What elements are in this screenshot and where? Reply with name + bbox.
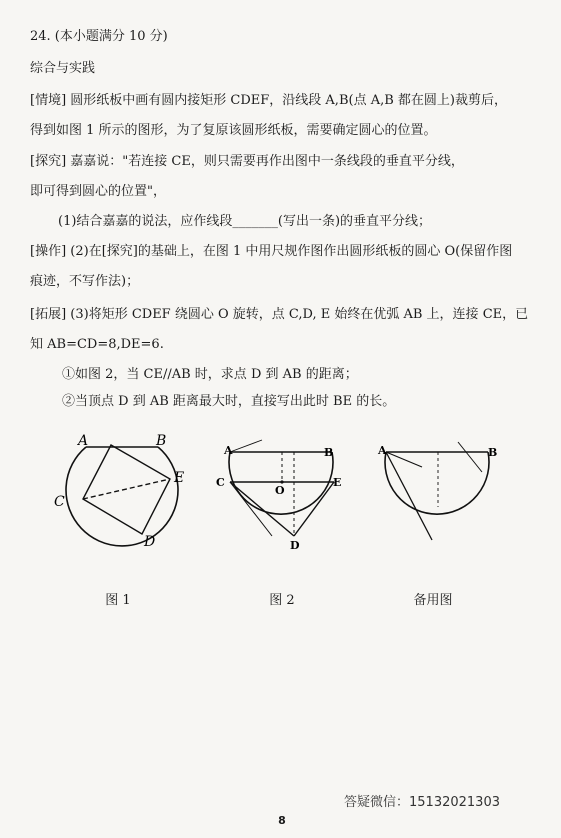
part-3-1: ①如图 2，当 CE//AB 时，求点 D 到 AB 的距离；	[62, 367, 358, 382]
extend-line-2: 知 AB=CD=8,DE=6.	[30, 337, 164, 352]
part-3-2: ②当顶点 D 到 AB 距离最大时，直接写出此时 BE 的长。	[62, 394, 396, 409]
explore-line-2: 即可得到圆心的位置"，	[30, 184, 166, 199]
section-title: 综合与实践	[30, 61, 96, 76]
figure-1	[48, 428, 198, 558]
fig3-label-b: B	[488, 446, 498, 459]
fig1-label-c: C	[54, 494, 65, 510]
fig2-label-c: C	[216, 476, 225, 489]
fig1-label-e: E	[174, 470, 185, 486]
fig2-label-b: B	[324, 446, 334, 459]
contact-info: 答疑微信：15132021303	[344, 795, 500, 810]
explore-line-1: [探究] 嘉嘉说："若连接 CE，则只需要再作出图中一条线段的垂直平分线，	[30, 154, 464, 169]
fig2-label-d: D	[290, 539, 300, 552]
fig1-label-d: D	[144, 534, 156, 550]
page-number: 8	[278, 814, 286, 827]
figure-spare-caption: 备用图	[413, 593, 453, 608]
extend-line-1: [拓展] (3)将矩形 CDEF 绕圆心 O 旋转，点 C,D, E 始终在优弧 AB 上，连接 CE，已	[30, 307, 529, 322]
fig1-label-b: B	[156, 433, 167, 449]
situation-line-1: [情境] 圆形纸板中画有圆内接矩形 CDEF，沿线段 A,B(点 A,B 都在圆上)裁剪后，	[30, 93, 507, 108]
figure-spare	[372, 432, 502, 557]
part-1: (1)结合嘉嘉的说法，应作线段_______(写出一条)的垂直平分线；	[58, 214, 432, 229]
figure-2	[212, 432, 352, 557]
operate-line-2: 痕迹，不写作法)；	[30, 274, 140, 289]
question-header: 24. (本小题满分 10 分)	[30, 29, 168, 44]
figure-1-caption: 图 1	[105, 593, 131, 608]
figure-2-caption: 图 2	[269, 593, 295, 608]
fig1-label-a: A	[78, 433, 89, 449]
situation-line-2: 得到如图 1 所示的图形，为了复原该圆形纸板，需要确定圆心的位置。	[30, 123, 437, 138]
operate-line-1: [操作] (2)在[探究]的基础上，在图 1 中用尺规作图作出圆形纸板的圆心 O(保留作图	[30, 244, 513, 259]
fig3-label-a: A	[378, 444, 387, 457]
fig2-label-e: E	[333, 476, 342, 489]
fig2-label-o: O	[275, 484, 285, 497]
fig2-label-a: A	[224, 444, 233, 457]
